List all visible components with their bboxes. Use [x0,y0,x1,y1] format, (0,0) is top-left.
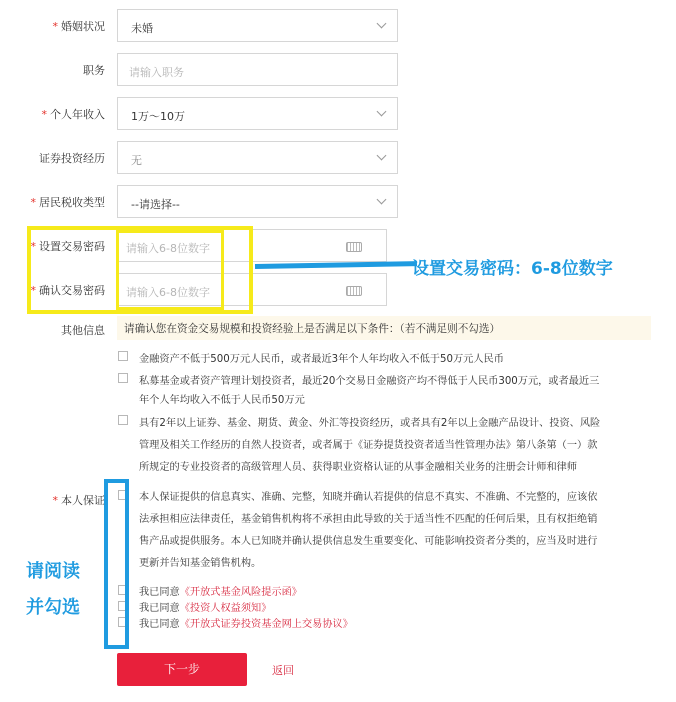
position-input[interactable] [117,53,398,86]
password-input-highlight-box [116,230,224,310]
required-mark: * [30,196,36,209]
confirm-password-placeholder: 请输入6-8位数字 [126,286,210,299]
other-info-notice: 请确认您在资金交易规模和投资经验上是否满足以下条件：（若不满足则不勾选） [124,323,501,335]
next-button[interactable]: 下一步 [117,653,247,686]
condition-text-1: 金融资产不低于500万元人民币，或者最近3年个人年均收入不低于50万元人民币 [139,354,504,365]
guarantee-text-line4: 更新并告知基金销售机构。 [139,558,262,569]
income-select[interactable] [117,97,398,130]
marital-row [0,8,676,44]
agreement-3: 我已同意《开放式证券投资基金网上交易协议》 [139,619,353,630]
agreement-1: 我已同意《开放式基金风险提示函》 [139,587,302,598]
required-mark: * [30,284,36,297]
income-label: * 个人年收入 [41,108,105,121]
required-mark: * [41,108,47,121]
marital-select[interactable] [117,9,398,42]
chevron-down-icon [377,151,387,161]
read-annotation-line2: 并勾选 [26,597,80,618]
investment-label: 证券投资经历 [39,152,105,165]
agreement-link-risk[interactable]: 《开放式基金风险提示函》 [179,587,302,598]
required-mark: * [52,20,58,33]
tax-label: * 居民税收类型 [30,196,105,209]
other-info-label: 其他信息 [61,324,105,337]
position-row [0,52,676,88]
confirm-password-label: * 确认交易密码 [30,284,105,297]
guarantee-text-line1: 本人保证提供的信息真实、准确、完整，知晓并确认若提供的信息不真实、不准确、不完整的，应该依 [139,492,598,503]
tax-row [0,184,676,220]
chevron-down-icon [377,107,387,117]
position-placeholder: 请输入职务 [129,66,184,79]
read-annotation-line1: 请阅读 [26,561,80,582]
condition-checkbox-1[interactable] [118,351,128,361]
chevron-down-icon [377,19,387,29]
back-link[interactable]: 返回 [272,664,294,677]
required-mark: * [30,240,36,253]
condition-text-3-line2: 管理及相关工作经历的自然人投资者，或者属于《证券提货投资者适当性管理办法》第八条第（一）款 [139,440,598,451]
agreement-2: 我已同意《投资人权益须知》 [139,603,272,614]
tax-select[interactable] [117,185,398,218]
password-annotation: 设置交易密码：6-8位数字 [412,259,613,279]
income-value: 1万～10万 [131,110,185,123]
marital-value: 未婚 [131,22,153,35]
checkbox-highlight-box [104,479,129,649]
income-row [0,96,676,132]
investment-select[interactable] [117,141,398,174]
condition-text-3-line3: 所规定的专业投资者的高级管理人员、获得职业资格认证的从事金融相关业务的注册会计师和律师 [139,462,578,473]
keyboard-icon[interactable] [346,242,362,252]
keyboard-icon[interactable] [346,286,362,296]
set-password-label: * 设置交易密码 [30,240,105,253]
guarantee-label: * 本人保证 [52,494,105,507]
investment-row [0,140,676,176]
guarantee-text-line2: 法承担相应法律责任，基金销售机构将不承担由此导致的关于适当性不匹配的任何后果，且有权拒绝销 [139,514,598,525]
condition-checkbox-3[interactable] [118,415,128,425]
condition-text-2-line2: 年个人年均收入不低于人民币50万元 [139,395,305,406]
required-mark: * [52,494,58,507]
condition-checkbox-2[interactable] [118,373,128,383]
marital-label: * 婚姻状况 [52,20,105,33]
investment-value: 无 [131,154,142,167]
condition-text-2-line1: 私募基金或者资产管理计划投资者，最近20个交易日金融资产均不得低于人民币300万元，或者最近三 [139,376,600,387]
condition-text-3-line1: 具有2年以上证券、基金、期货、黄金、外汇等投资经历，或者具有2年以上金融产品设计、投资、风险 [139,418,601,429]
set-password-placeholder: 请输入6-8位数字 [126,242,210,255]
guarantee-text-line3: 售产品或提供服务。本人已知晓并确认提供信息发生重要变化、可能影响投资者分类的，应当及时进行 [139,536,598,547]
chevron-down-icon [377,195,387,205]
tax-value: --请选择-- [131,198,180,211]
agreement-link-rights[interactable]: 《投资人权益须知》 [179,603,272,614]
position-label: 职务 [83,64,105,77]
agreement-link-protocol[interactable]: 《开放式证券投资基金网上交易协议》 [179,619,353,630]
